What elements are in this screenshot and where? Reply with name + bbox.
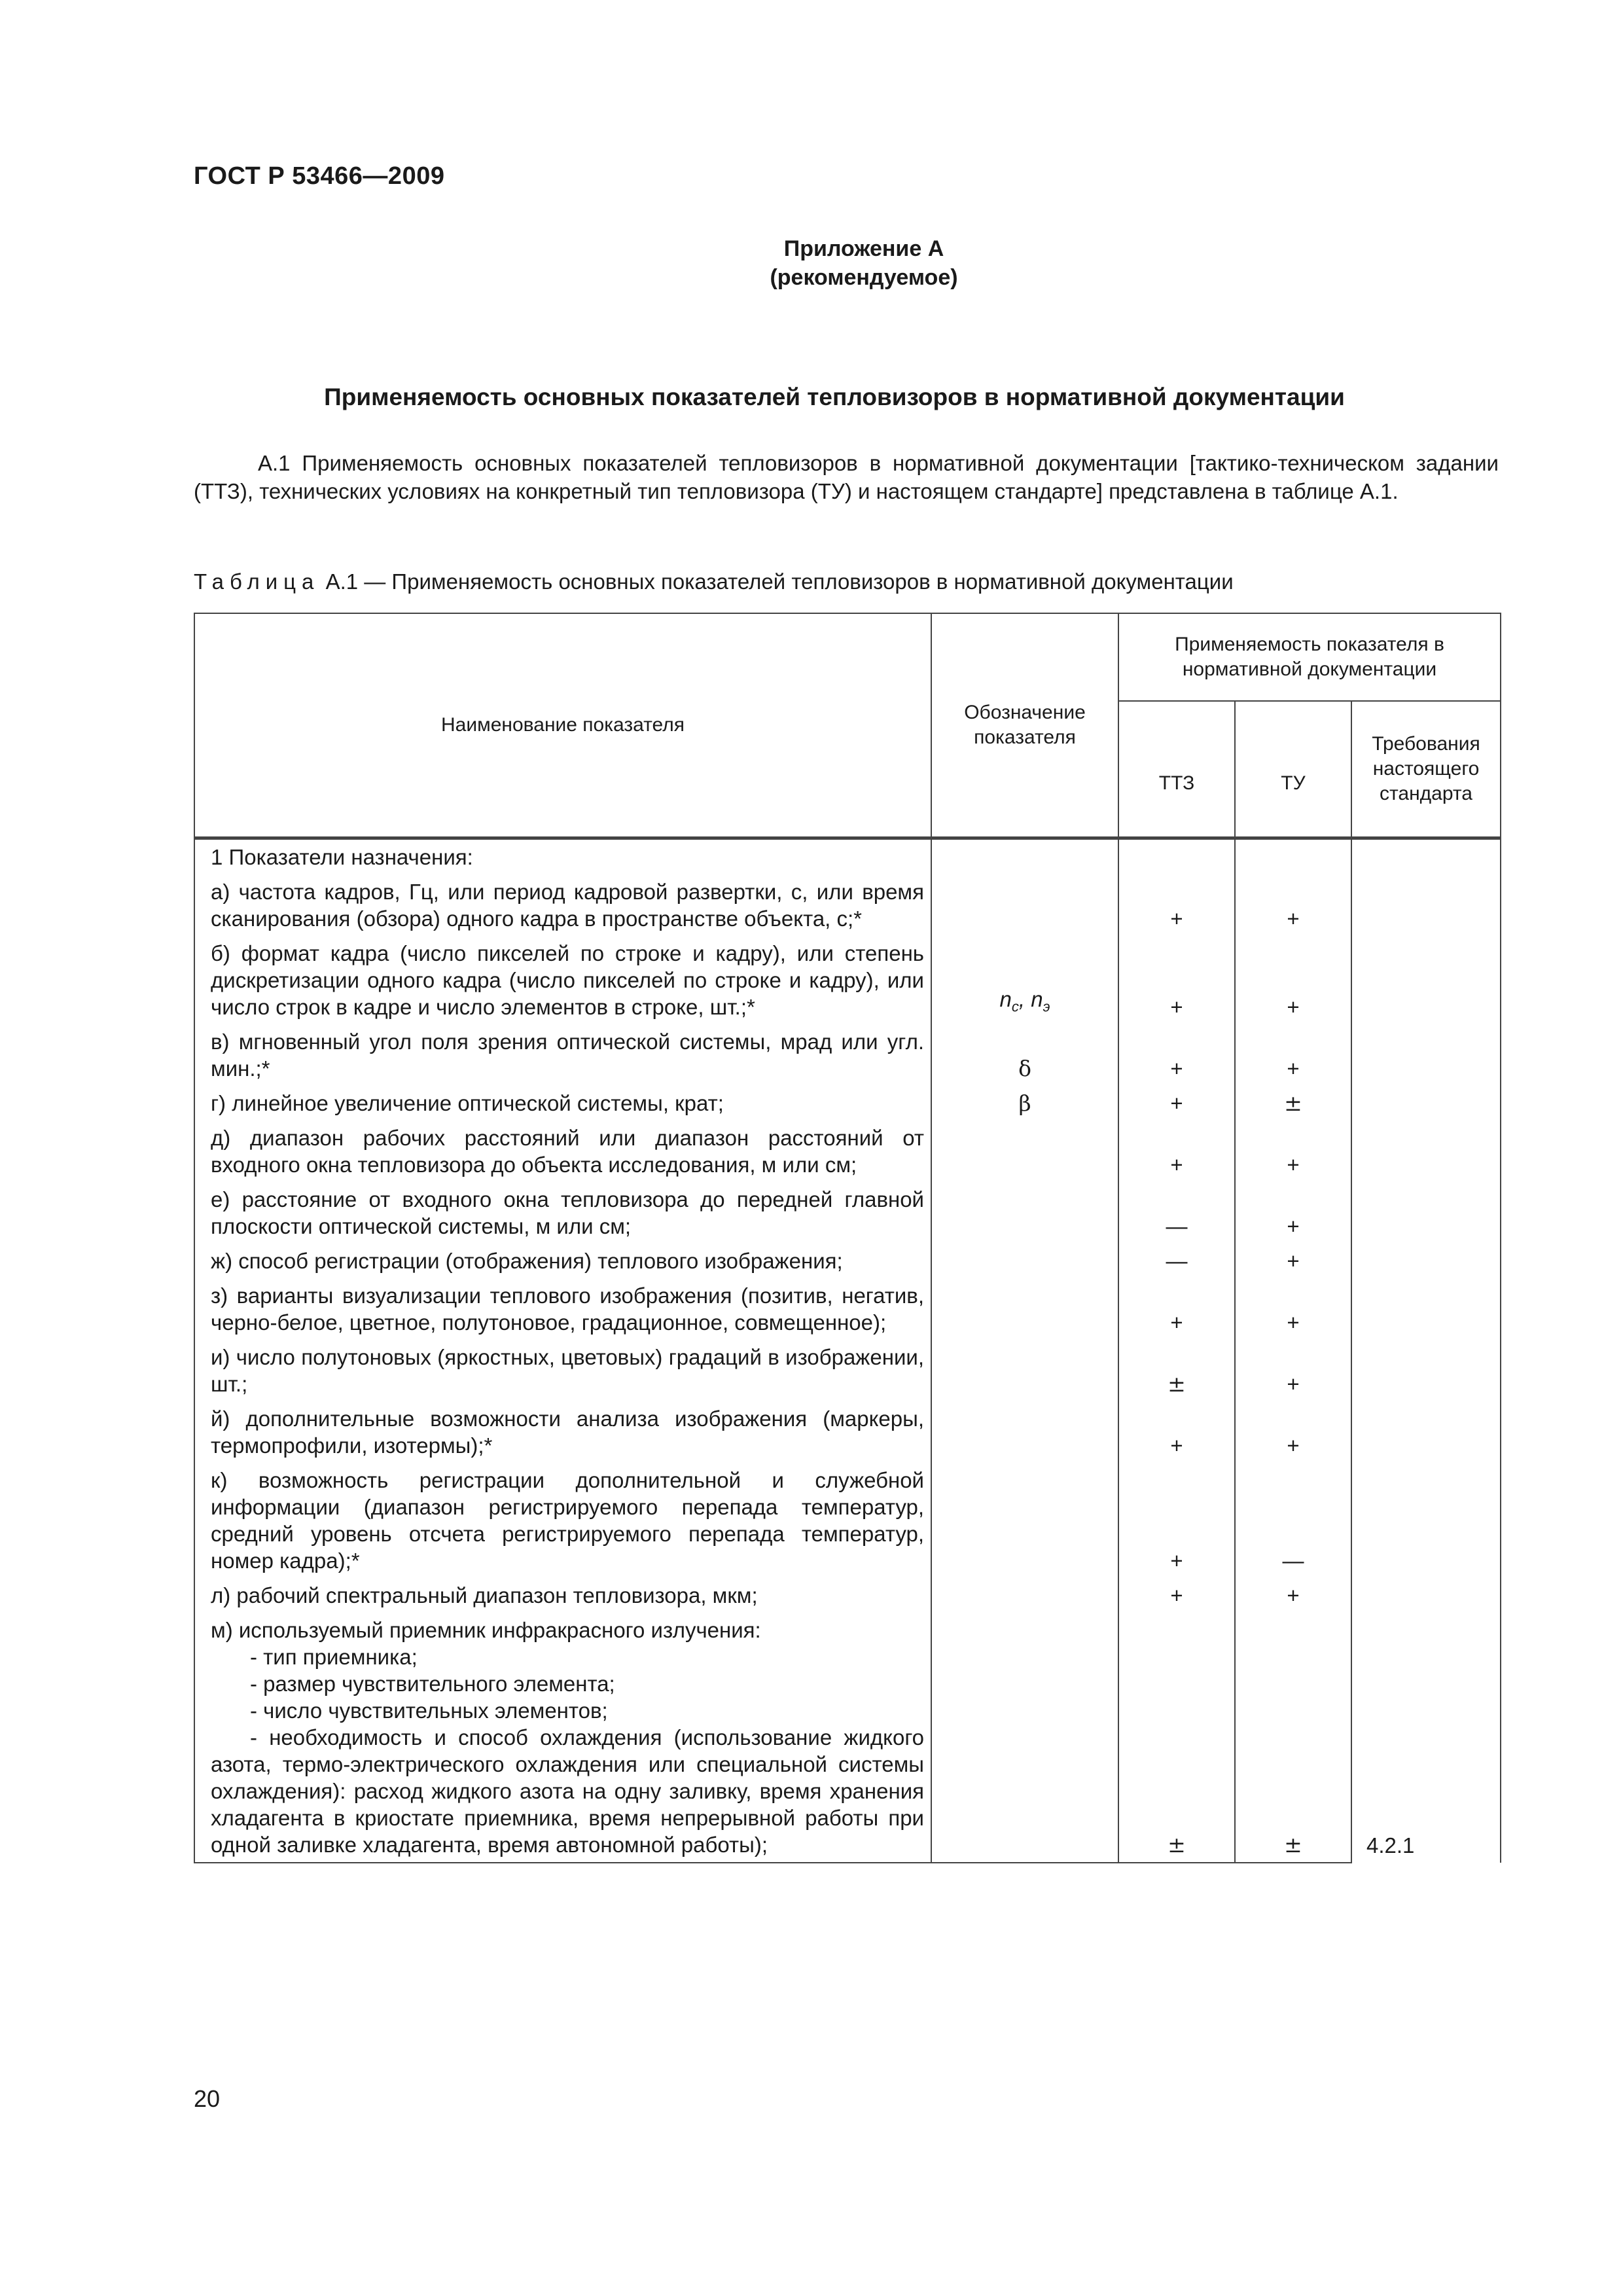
table-caption-prefix: Таблица (194, 569, 320, 594)
appendix-heading (0, 234, 1623, 292)
document-header: ГОСТ Р 53466—2009 (194, 162, 445, 190)
row-name (194, 1613, 931, 1863)
table-caption-text: А.1 — Применяемость основных показателей тепловизоров в нормативной документации (325, 569, 1234, 594)
row-tu: — (1235, 1463, 1351, 1578)
table-row-group (194, 838, 1501, 875)
appendix-title: Приложение А (783, 236, 944, 261)
header-req: Требования настоящего стандарта (1351, 701, 1501, 838)
row-name: е) расстояние от входного окна тепловизора до передней главной плоскости оптической системы, м или см; (194, 1182, 931, 1244)
row-tu: + (1235, 1244, 1351, 1278)
row-ttz: + (1118, 1463, 1235, 1578)
row-name: г) линейное увеличение оптической системы, крат; (194, 1086, 931, 1121)
row-tu: ± (1235, 1086, 1351, 1121)
row-name: ж) способ регистрации (отображения) теплового изображения; (194, 1244, 931, 1278)
table-row (194, 936, 1501, 1024)
row-subitem: - размер чувствительного элемента; (250, 1672, 615, 1696)
appendix-type: (рекомендуемое) (770, 265, 958, 290)
row-subitem-tail: - необходимость и способ охлаждения (использование жидкого азота, термо-электрического охлаждения или специальной системы охлаждения): расход жидкого азота на одну заливку, время хранения хладагента в криостате приемника, время непрерывной работы при одной заливке хладагента, время автономной работы); (211, 1725, 924, 1857)
row-tu: + (1235, 1278, 1351, 1340)
group-ref: 4.2.1 (1351, 838, 1501, 1863)
table-row (194, 1463, 1501, 1578)
row-symbol: δ (931, 1024, 1118, 1086)
row-tu: + (1235, 1121, 1351, 1182)
table-row (194, 1613, 1501, 1863)
table-row (194, 874, 1501, 936)
table-row (194, 1278, 1501, 1340)
row-name: й) дополнительные возможности анализа изображения (маркеры, термопрофили, изотермы);* (194, 1401, 931, 1463)
header-symbol: Обозначение показателя (931, 613, 1118, 838)
row-ttz: + (1118, 1278, 1235, 1340)
row-symbol (931, 1182, 1118, 1244)
row-tu: + (1235, 1401, 1351, 1463)
row-ttz: — (1118, 1244, 1235, 1278)
row-tu: + (1235, 1340, 1351, 1401)
row-title: м) используемый приемник инфракрасного излучения: (211, 1618, 761, 1642)
row-ttz: ± (1118, 1613, 1235, 1863)
row-name: б) формат кадра (число пикселей по строке и кадру), или степень дискретизации одного кадра (число пикселей по строке и кадру), или число строк в кадре и число элементов в строке, шт.;* (194, 936, 931, 1024)
row-symbol (931, 1278, 1118, 1340)
row-symbol (931, 1244, 1118, 1278)
row-ttz: ± (1118, 1340, 1235, 1401)
table-row (194, 1401, 1501, 1463)
row-ttz: + (1118, 1086, 1235, 1121)
table-row (194, 1244, 1501, 1278)
row-symbol (931, 874, 1118, 936)
applicability-table (194, 613, 1501, 1863)
page-number: 20 (194, 2085, 221, 2112)
row-ttz: — (1118, 1182, 1235, 1244)
row-tu: + (1235, 1182, 1351, 1244)
row-name: з) варианты визуализации теплового изображения (позитив, негатив, черно-белое, цветное, полутоновое, градационное, совмещенное); (194, 1278, 931, 1340)
header-applicability: Применяемость показателя в нормативной документации (1118, 613, 1501, 701)
row-symbol: β (931, 1086, 1118, 1121)
group-title: 1 Показатели назначения: (194, 838, 931, 875)
row-tu: + (1235, 1024, 1351, 1086)
header-name: Наименование показателя (194, 613, 931, 838)
header-ttz: ТТЗ (1118, 701, 1235, 838)
table-caption (194, 569, 1234, 594)
table-row (194, 1086, 1501, 1121)
row-name: в) мгновенный угол поля зрения оптической системы, мрад или угл. мин.;* (194, 1024, 931, 1086)
header-tu: ТУ (1235, 701, 1351, 838)
row-name: л) рабочий спектральный диапазон тепловизора, мкм; (194, 1578, 931, 1613)
row-tu: + (1235, 1578, 1351, 1613)
row-tu: ± (1235, 1613, 1351, 1863)
table-row (194, 1182, 1501, 1244)
row-ttz: + (1118, 1401, 1235, 1463)
row-symbol (931, 1613, 1118, 1863)
row-name: а) частота кадров, Гц, или период кадровой развертки, с, или время сканирования (обзора) одного кадра в пространстве объекта, с;* (194, 874, 931, 936)
row-subitem: - число чувствительных элементов; (250, 1698, 608, 1723)
table-row (194, 1578, 1501, 1613)
row-name: и) число полутоновых (яркостных, цветовых) градаций в изображении, шт.; (194, 1340, 931, 1401)
table-row (194, 1024, 1501, 1086)
row-symbol (931, 1463, 1118, 1578)
row-ttz: + (1118, 1121, 1235, 1182)
row-symbol (931, 1340, 1118, 1401)
row-ttz: + (1118, 936, 1235, 1024)
row-subitem: - тип приемника; (250, 1645, 418, 1669)
row-ttz: + (1118, 1578, 1235, 1613)
row-ttz: + (1118, 1024, 1235, 1086)
section-title: Применяемость основных показателей тепловизоров в нормативной документации (324, 384, 1345, 410)
row-name: к) возможность регистрации дополнительной и служебной информации (диапазон регистрируемого перепада температур, средний уровень отсчета регистрируемого перепада температур, номер кадра);* (194, 1463, 931, 1578)
table-row (194, 1340, 1501, 1401)
row-name: д) диапазон рабочих расстояний или диапазон расстояний от входного окна тепловизора до объекта исследования, м или см; (194, 1121, 931, 1182)
row-tu: + (1235, 874, 1351, 936)
intro-paragraph (194, 449, 1499, 505)
row-tu: + (1235, 936, 1351, 1024)
row-symbol (931, 1578, 1118, 1613)
table-row (194, 1121, 1501, 1182)
intro-text: А.1 Применяемость основных показателей тепловизоров в нормативной документации [тактико-техническом задании (ТТЗ), технических условиях на конкретный тип тепловизора (ТУ) и настоящем стандарте] представлена в таблице А.1. (194, 451, 1499, 503)
row-symbol (931, 1401, 1118, 1463)
row-ttz: + (1118, 874, 1235, 936)
row-symbol: $n_с$, $n_э$ (931, 936, 1118, 1024)
row-symbol (931, 1121, 1118, 1182)
